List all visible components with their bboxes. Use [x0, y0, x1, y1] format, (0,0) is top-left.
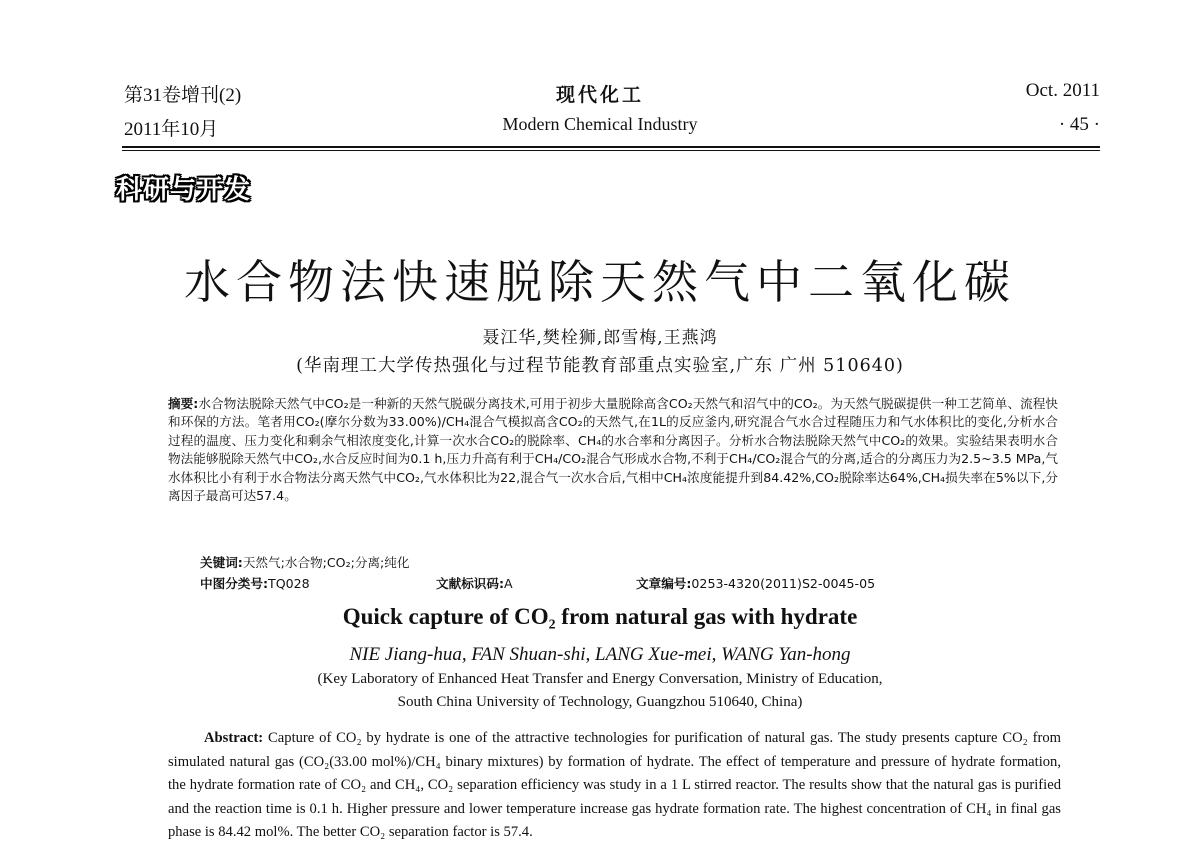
article-number [636, 573, 875, 592]
affiliation-en-line1: (Key Laboratory of Enhanced Heat Transfer and Energy Conversation, Ministry of Education, [317, 671, 883, 687]
doc-code [436, 573, 513, 592]
abstract-cn-text: 水合物法脱除天然气中CO₂是一种新的天然气脱碳分离技术,可用于初步大量脱除高含CO₂天然气和沼气中的CO₂。为天然气脱碳提供一种工艺简单、流程快和环保的方法。笔者用CO₂(摩尔分数为33.00%)/CH₄混合气模拟高含CO₂的天然气,在1L的反应釜内,研究混合气水合过程随压力和气水体积比的变化,分析水合过程的温度、压力变化和剩余气相浓度变化,计算一次水合CO₂的脱除率、CH₄的水合率和分离因子。分析水合物法脱除天然气中CO₂的效果。实验结果表明水合物法能够脱除天然气中CO₂,水合反应时间为0.1 h,压力升高有利于CH₄/CO₂混合气形成水合物,不利于CH₄/CO₂混合气的分离,适合的分离压力为2.5~3.5 MPa,气水体积比小有利于水合物法分离天然气中CO₂,气水体积比为22,混合气一次水合后,气相中CH₄浓度能提升到84.42%,CO₂脱除率达64%,CH₄损失率在5%以下,分离因子最高可达57.4。 [168, 396, 1058, 504]
date-en: Oct. 2011 [1025, 80, 1100, 101]
abstract-en-text: Capture of CO₂ by hydrate is one of the attractive technologies for purification of natural gas. The study presents capture CO₂ from simulated natural gas (CO₂(33.00 mol%)/CH₄ binary mixtures) by formation of hydrate. The effect of temperature and pressure of hydrate formation, the hydrate formation rate of CO₂ and CH₄, CO₂ separation efficiency was study in a 1 L stirred reactor. The results show that the natural gas is purified and the reaction time is 0.1 h. Higher pressure and lower temperature increase gas hydrate formation rate. The highest concentration of CH₄ in final gas phase is 84.42 mol%. The better CO₂ separation factor is 57.4. [168, 730, 1061, 840]
authors-en: NIE Jiang-hua, FAN Shuan-shi, LANG Xue-mei, WANG Yan-hong [349, 644, 851, 665]
article-label: 文章编号: [636, 576, 692, 591]
keywords-label: 关键词: [200, 555, 243, 570]
article-value: 0253-4320(2011)S2-0045-05 [691, 576, 876, 591]
header-rule-thin [122, 150, 1100, 151]
column-tag: 科研与开发 [116, 175, 252, 205]
authors-cn: 聂江华,樊栓狮,郎雪梅,王燕鸿 [482, 328, 718, 348]
clc-label: 中图分类号: [200, 576, 269, 591]
clc-number [200, 573, 310, 592]
journal-name-en: Modern Chemical Industry [502, 114, 698, 134]
date-cn: 2011年10月 [124, 119, 219, 140]
header-rule-thick [122, 146, 1100, 148]
title-en: Quick capture of CO₂ from natural gas with hydrate [342, 604, 858, 629]
abstract-en [168, 727, 1061, 845]
affiliation-cn: (华南理工大学传热强化与过程节能教育部重点实验室,广东 广州 510640) [296, 356, 904, 376]
doc-value: A [504, 576, 513, 591]
keywords-text: 天然气;水合物;CO₂;分离;纯化 [242, 555, 410, 570]
clc-value: TQ028 [268, 576, 310, 591]
keywords [200, 552, 410, 571]
abstract-cn-label: 摘要: [168, 396, 199, 411]
volume-label: 第31卷增刊(2) [124, 85, 242, 106]
abstract-en-label: Abstract: [204, 730, 264, 746]
title-cn: 水合物法快速脱除天然气中二氧化碳 [184, 255, 1016, 309]
page-number: · 45 · [1058, 114, 1100, 135]
doc-label: 文献标识码: [436, 576, 505, 591]
abstract-cn [168, 395, 1058, 505]
affiliation-en-line2: South China University of Technology, Guangzhou 510640, China) [397, 694, 803, 710]
journal-name-cn: 现代化工 [555, 85, 644, 106]
